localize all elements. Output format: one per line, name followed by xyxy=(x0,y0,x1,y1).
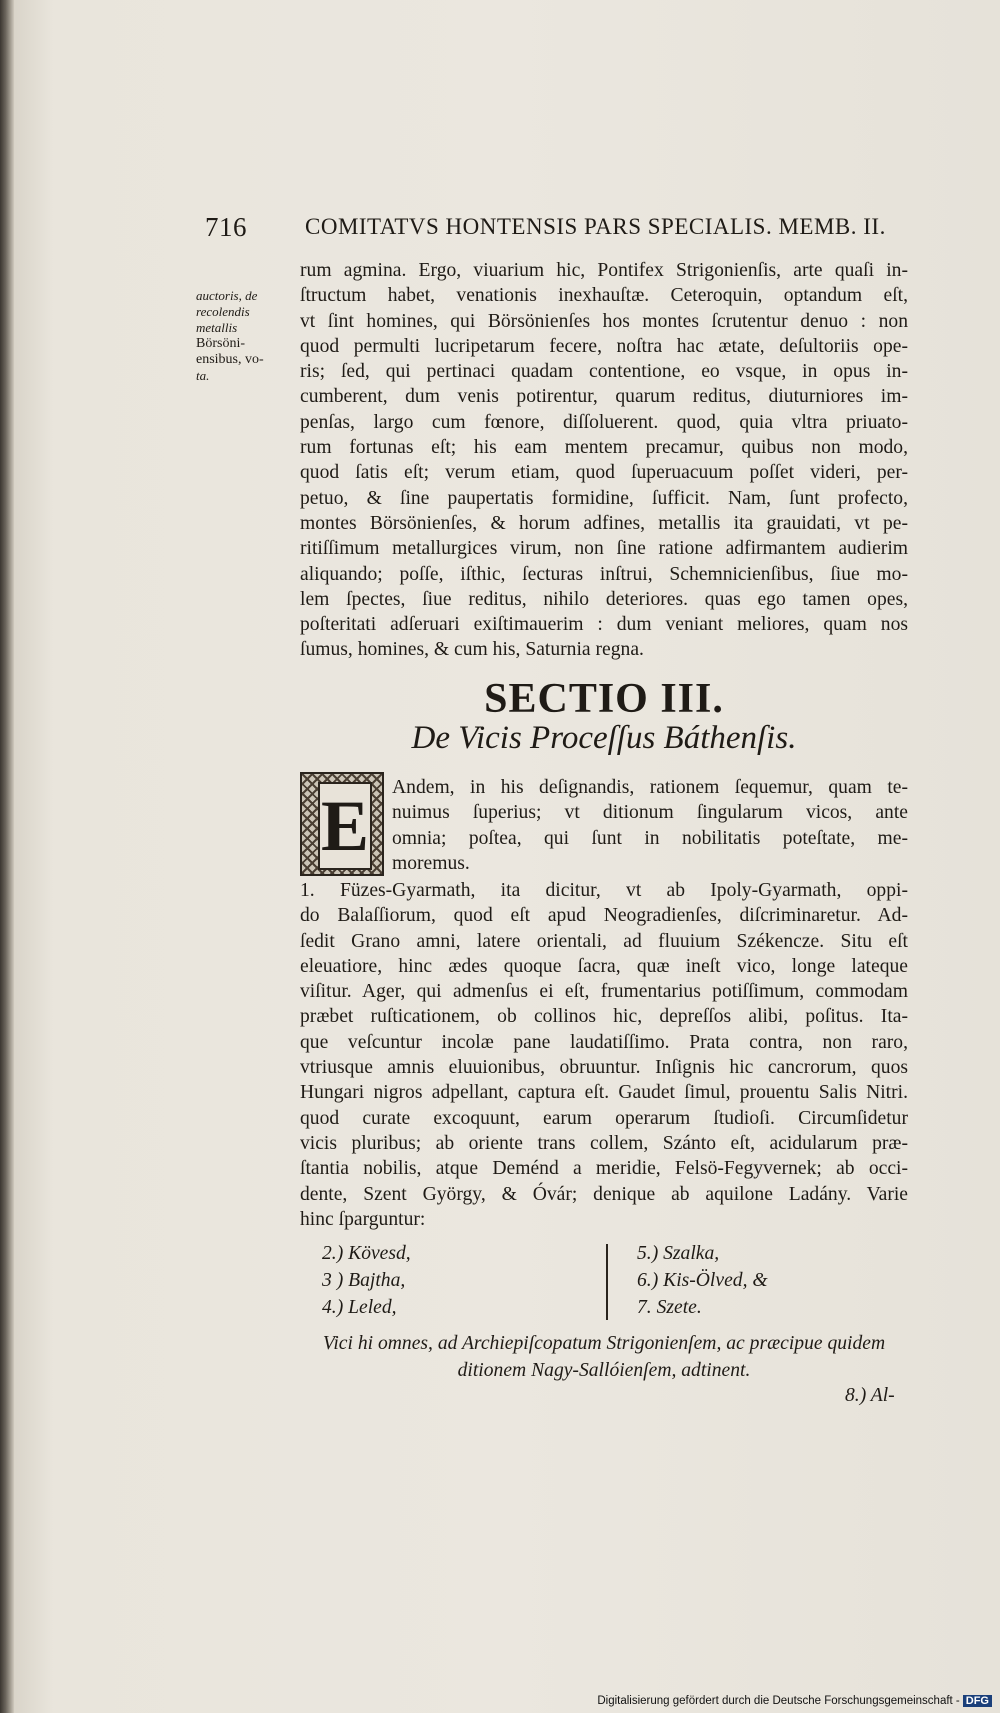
text-line: aliquando; poſſe, iſthic, ſecturas inſtrui, Schemnicienſibus, ſiue mo- xyxy=(300,563,908,585)
margin-note-line: ensibus, vo- xyxy=(196,352,264,367)
page-number: 716 xyxy=(205,212,247,242)
digitization-footer xyxy=(597,1695,992,1707)
section-title: SECTIO III. xyxy=(484,676,724,722)
text-line: ritiſſimum metallurgices virum, non ſine ratione adfirmantem audierim xyxy=(300,538,908,560)
dfg-logo: DFG xyxy=(963,1695,992,1707)
text-line: ſtructum habet, venationis inexhauſtæ. Ceteroquin, optandum eſt, xyxy=(300,285,908,307)
drop-cap-letter: E xyxy=(318,782,372,870)
village-item: 3 ) Bajtha, xyxy=(322,1270,406,1291)
text-line: Andem, in his deſignandis, rationem ſequemur, quam te- xyxy=(392,777,908,798)
text-line: petuo, & ſine paupertatis formidine, ſufficit. Nam, ſunt profecto, xyxy=(300,487,908,509)
text-line: vtriusque amnis eluuionibus, obruuntur. Inſignis hic cancrorum, quos xyxy=(300,1057,908,1079)
village-column-right xyxy=(637,1240,768,1321)
text-line: ſumus, homines, & cum his, Saturnia regna. xyxy=(300,639,644,661)
text-line: que veſcuntur incolæ pane laudatiſſimo. Prata contra, non raro, xyxy=(300,1031,908,1053)
closing-sentence xyxy=(300,1330,908,1384)
text-line: eleuatiore, hinc ædes quoque ſacra, quæ ineſt vico, longe lateque xyxy=(300,955,908,977)
text-line: omnia; poſtea, qui ſunt in nobilitatis poteſtate, me- xyxy=(392,827,908,849)
text-line: penſas, largo cum fœnore, diſſoluerent. quod, quia vltra priuato- xyxy=(300,411,908,433)
text-line: nuimus ſuperius; vt ditionum ſingularum vicos, ante xyxy=(392,802,908,824)
book-edge xyxy=(0,0,14,1713)
village-item: 2.) Kövesd, xyxy=(322,1243,411,1264)
paragraph-1 xyxy=(300,258,908,663)
footer-text: Digitalisierung gefördert durch die Deutsche Forschungsgemeinschaft - xyxy=(597,1695,960,1707)
margin-note-line: ta. xyxy=(196,368,210,383)
text-line: vicis pluribus; ab oriente trans collem, Szánto eſt, acidularum præ- xyxy=(300,1132,908,1154)
text-line: 1. Füzes-Gyarmath, ita dicitur, vt ab Ipoly-Gyarmath, oppi- xyxy=(300,880,908,901)
catchword: 8.) Al- xyxy=(845,1385,895,1406)
margin-note-line: auctoris, de xyxy=(196,288,258,303)
text-line: ris; ſed, qui pertinaci quadam contentione, eo vsque, in opus in- xyxy=(300,361,908,383)
text-line: rum fortunas eſt; his eam mentem precamur, quibus non modo, xyxy=(300,437,908,459)
village-item: 6.) Kis-Ölved, & xyxy=(637,1270,768,1291)
text-line: viſitur. Ager, qui admenſus ei eſt, frumentarius potiſſimum, commodam xyxy=(300,981,908,1003)
village-item: 7. Szete. xyxy=(637,1297,702,1318)
text-line: cumberent, dum venis potirentur, quarum reditus, diuturniores im- xyxy=(300,386,908,408)
paragraph-2 xyxy=(392,775,908,876)
text-line: quod permulti lucripetarum fecere, noſtra hac ætate, deſultoriis ope- xyxy=(300,335,908,357)
village-item: 5.) Szalka, xyxy=(637,1243,720,1264)
text-line: ſtantia nobilis, atque Deménd a meridie, Felsö-Fegyvernek; ab occi- xyxy=(300,1158,908,1180)
section-subtitle: De Vicis Proceſſus Báthenſis. xyxy=(411,720,797,756)
text-line: dente, Szent György, & Óvár; denique ab aquilone Ladány. Varie xyxy=(300,1183,908,1205)
margin-note xyxy=(196,288,282,384)
text-line: ſedit Grano amni, latere orientali, ad fluuium Székencze. Situ eſt xyxy=(300,930,908,952)
text-line: Hungari nigros adpellant, captura eſt. Gaudet ſimul, prouentu Salis Nitri. xyxy=(300,1082,908,1104)
text-line: quod curate excoquunt, earum operarum ſtudioſi. Circumſidetur xyxy=(300,1107,908,1129)
text-line: vt ſint homines, qui Börsönienſes hos montes ſcrutentur denuo : non xyxy=(300,310,908,332)
paragraph-3 xyxy=(300,878,908,1232)
margin-note-line: Börsöni- xyxy=(196,336,245,351)
text-line: quod ſatis eſt; verum etiam, quod ſuperuacuum poſſet videri, per- xyxy=(300,462,908,484)
text-line: do Balaſſiorum, quod eſt apud Neogradienſes, diſcriminaretur. Ad- xyxy=(300,905,908,927)
text-line: moremus. xyxy=(392,852,470,874)
text-line: Vici hi omnes, ad Archiepiſcopatum Strigonienſem, ac præcipue quidem xyxy=(322,1333,886,1354)
margin-note-line: metallis xyxy=(196,320,238,335)
village-item: 4.) Leled, xyxy=(322,1297,397,1318)
text-line: lem ſpectes, ſiue reditus, nihilo deteriores. quas ego tamen opes, xyxy=(300,588,908,610)
list-divider xyxy=(606,1244,608,1320)
decorated-initial xyxy=(300,772,384,876)
margin-note-line: recolendis xyxy=(196,304,250,319)
village-column-left xyxy=(322,1240,411,1321)
text-line: ditionem Nagy-Sallóienſem, adtinent. xyxy=(457,1360,751,1381)
text-line: hinc ſparguntur: xyxy=(300,1208,426,1230)
text-line: montes Börsönienſes, & horum adfines, metallis ita grauidati, vt pe- xyxy=(300,512,908,534)
text-line: præbet ruſticationem, ob collinos hic, depreſſos alibi, poſitus. Ita- xyxy=(300,1006,908,1028)
running-title: COMITATVS HONTENSIS PARS SPECIALIS. MEMB. II. xyxy=(305,214,886,239)
text-line: poſteritati adſeruari exiſtimauerim : dum veniant meliores, quam nos xyxy=(300,614,908,636)
text-line: rum agmina. Ergo, viuarium hic, Pontifex Strigonienſis, arte quaſi in- xyxy=(300,260,908,281)
